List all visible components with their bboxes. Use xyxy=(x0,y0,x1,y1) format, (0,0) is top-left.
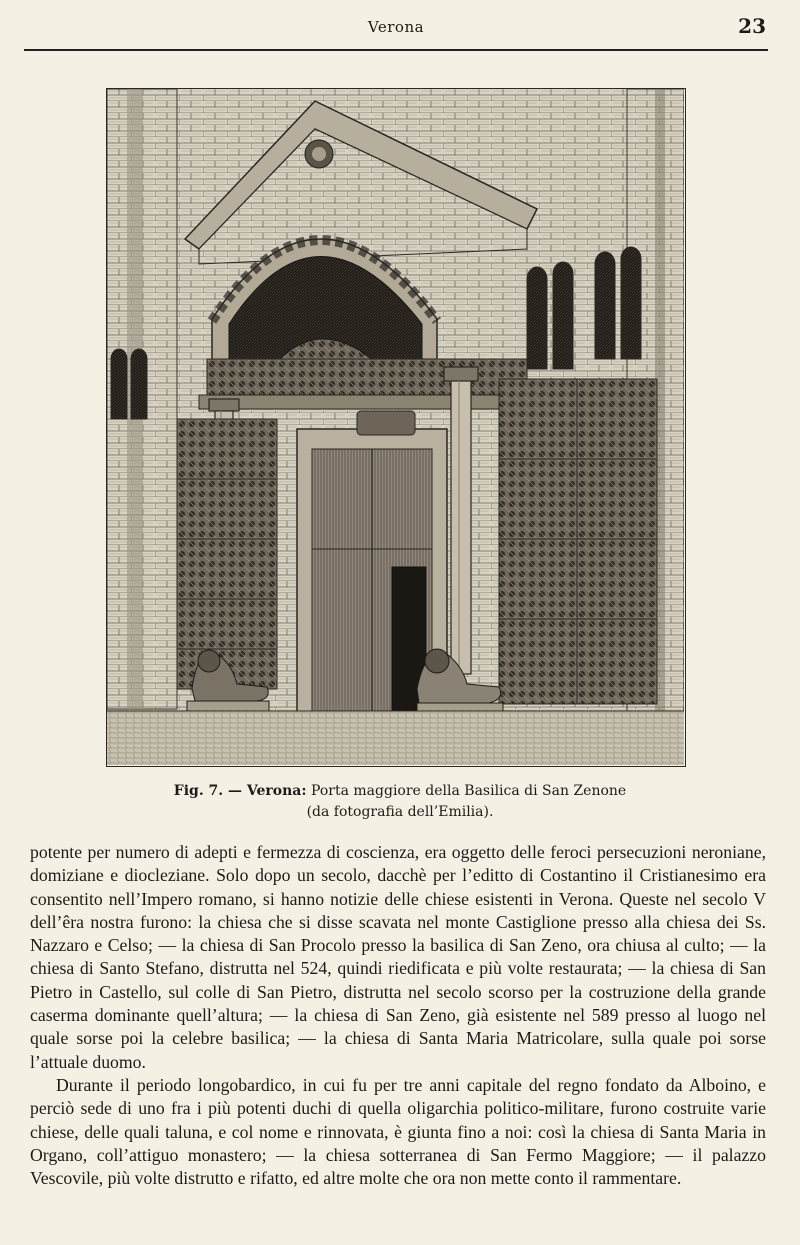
header-rule xyxy=(24,49,768,51)
caption-text: Porta maggiore della Basilica di San Zenone xyxy=(311,783,627,799)
body-text xyxy=(30,841,766,1190)
paragraph: Durante il periodo longobardico, in cui fu per tre anni capitale del regno fondato da Alboino, e perciò sede di uno fra i più potenti duchi di quella oligarchia politico-militare, furono costruite varie chiese, delle quali taluna, e col nome e rinnovata, è giunta fino a noi: così la chiesa di Santa Maria in Organo, coll’attiguo monastero; — la chiesa sotterranea di San Fermo Maggiore; — il palazzo Vescovile, più volte distrutto e rifatto, ed altre molte che ora non mette conto il rammentare. xyxy=(30,1074,766,1189)
figure-caption xyxy=(100,781,700,823)
basilica-portal-illustration xyxy=(107,89,684,765)
running-title: Verona xyxy=(367,18,425,36)
caption-lead: Fig. 7. — Verona: xyxy=(173,783,307,799)
figure-engraving xyxy=(106,88,686,767)
caption-source: (da fotografia dell’Emilia). xyxy=(306,804,494,820)
page-number: 23 xyxy=(738,14,766,38)
paragraph: potente per numero di adepti e fermezza di coscienza, era oggetto delle feroci persecuzioni neroniane, domiziane e diocleziane. Solo dopo un secolo, dacchè per l’editto di Costantino il Cristianesimo era consentito nell’Impero romano, si hanno notizie delle chiese esistenti in Verona. Queste nel secolo V dell’êra nostra furono: la chiesa che si disse scavata nel monte Castiglione presso alla chiesa dei Ss. Nazzaro e Celso; — la chiesa di San Procolo presso la basilica di San Zeno, ora chiusa al culto; — la chiesa di Santo Stefano, distrutta nel 524, quindi riedificata e più volte restaurata; — la chiesa di San Pietro in Castello, sul colle di San Pietro, distrutta nel secolo scorso per la costruzione della grande caserma dominante quell’altura; — la chiesa di San Zeno, già esistente nel 589 presso al luogo nel quale sorse poi la celebre basilica; — la chiesa di Santa Maria Matricolare, sulla quale poi sorse l’attuale duomo. xyxy=(30,842,766,1072)
page-header xyxy=(24,14,768,40)
